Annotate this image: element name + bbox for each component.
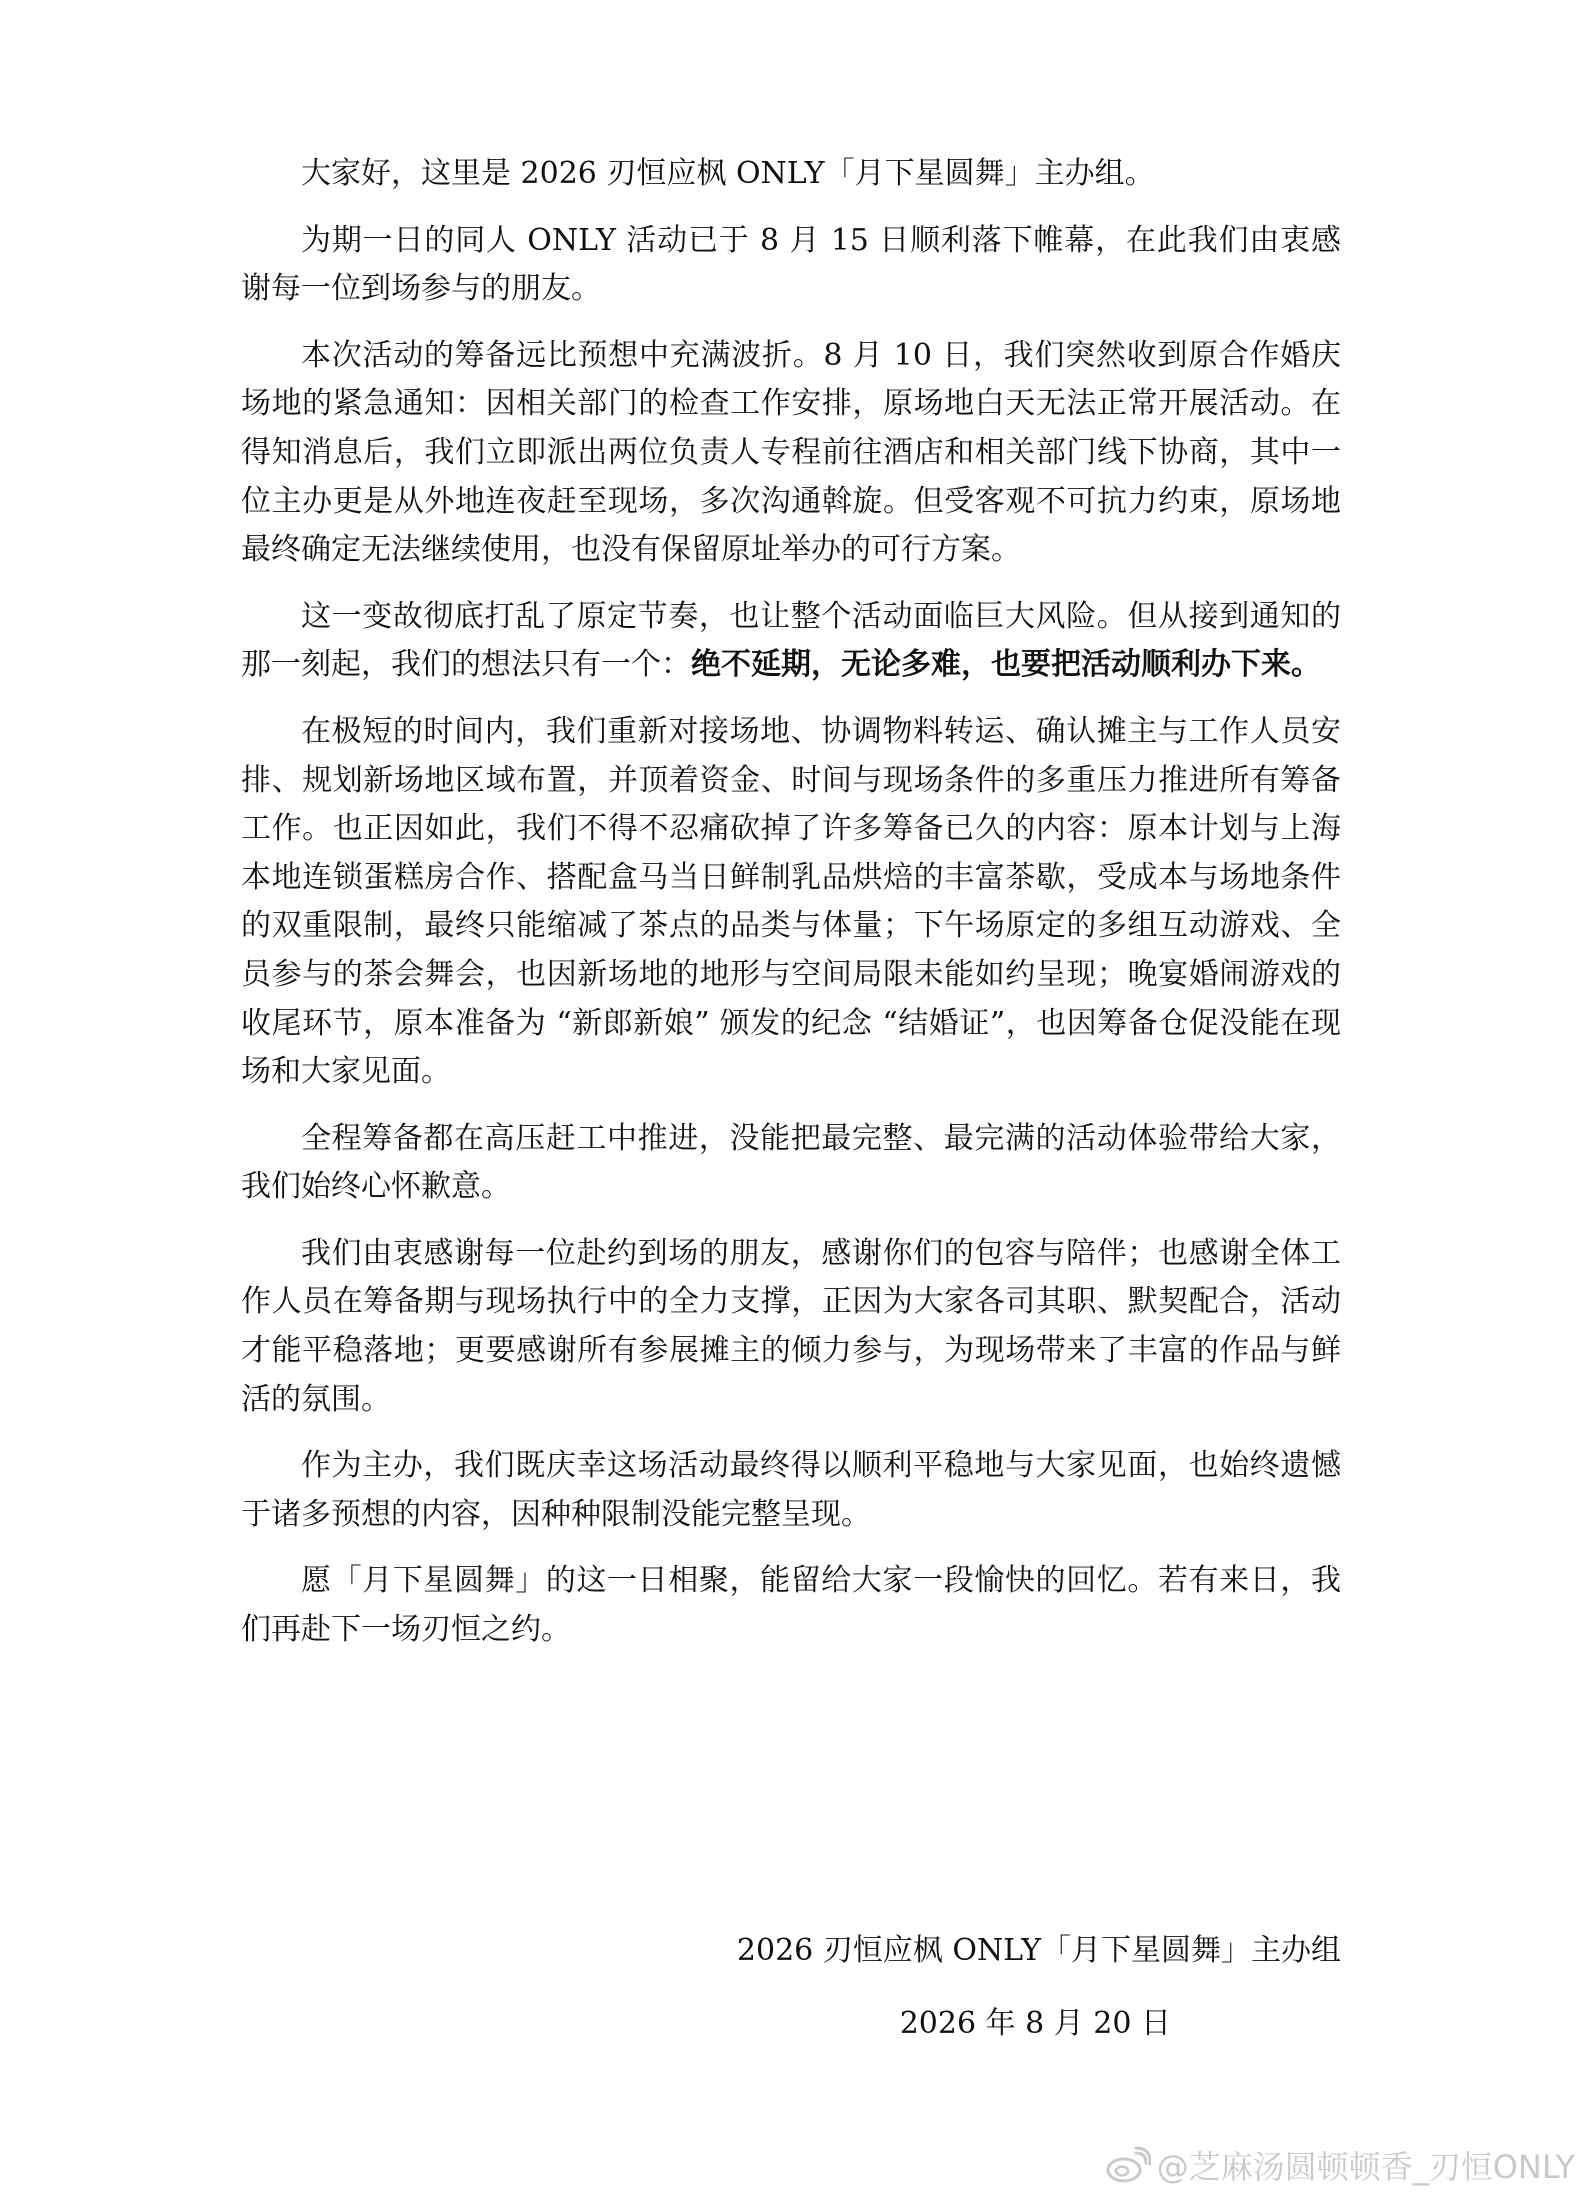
paragraph-greeting: 大家好，这里是 2026 刃恒应枫 ONLY「月下星圆舞」主办组。: [301, 156, 1155, 191]
document-date: 2026 年 8 月 20 日: [899, 2006, 1171, 2041]
decision-emphasis: 绝不延期，无论多难，也要把活动顺利办下来。: [691, 647, 1321, 683]
watermark: [1105, 2142, 1575, 2188]
paragraph-closing: 愿「月下星圆舞」的这一日相聚，能留给大家一段愉快的回忆。若有来日，我们再赴下一场刃恒之约。: [241, 1563, 1341, 1648]
paragraph-thanks: 为期一日的同人 ONLY 活动已于 8 月 15 日顺利落下帷幕，在此我们由衷感谢每一位到场参与的朋友。: [241, 222, 1341, 307]
paragraph-cuts: 在极短的时间内，我们重新对接场地、协调物料转运、确认摊主与工作人员安排、规划新场地区域布置，并顶着资金、时间与现场条件的多重压力推进所有筹备工作。也正因如此，我们不得不忍痛砍掉了许多筹备已久的内容：原本计划与上海本地连锁蛋糕房合作、搭配盒马当日鲜制乳品烘焙的丰富茶歇，受成本与场地条件的双重限制，最终只能缩减了茶点的品类与体量；下午场原定的多组互动游戏、全员参与的茶会舞会，也因新场地的地形与空间局限未能如约呈现；晚宴婚闹游戏的收尾环节，原本准备为 “新郎新娘” 颁发的纪念 “结婚证”，也因筹备仓促没能在现场和大家见面。: [241, 713, 1341, 1090]
signature: 2026 刃恒应枫 ONLY「月下星圆舞」主办组: [736, 1933, 1341, 1968]
paragraph-gratitude: 我们由衷感谢每一位赴约到场的朋友，感谢你们的包容与陪伴；也感谢全体工作人员在筹备期与现场执行中的全力支撑，正因为大家各司其职、默契配合，活动才能平稳落地；更要感谢所有参展摊主的倾力参与，为现场带来了丰富的作品与鲜活的氛围。: [241, 1235, 1341, 1417]
paragraph-decision: 这一变故彻底打乱了原定节奏，也让整个活动面临巨大风险。但从接到通知的那一刻起，我们的想法只有一个：绝不延期，无论多难，也要把活动顺利办下来。: [241, 598, 1341, 683]
paragraph-reflection: 作为主办，我们既庆幸这场活动最终得以顺利平稳地与大家见面，也始终遗憾于诸多预想的内容，因种种限制没能完整呈现。: [241, 1448, 1341, 1532]
document-body: [241, 150, 1341, 1673]
watermark-text: @芝麻汤圆顿顿香_刃恒ONLY: [1156, 2148, 1575, 2186]
weibo-icon: [1105, 2145, 1151, 2185]
paragraph-venue-change: 本次活动的筹备远比预想中充满波折。8 月 10 日，我们突然收到原合作婚庆场地的紧急通知：因相关部门的检查工作安排，原场地白天无法正常开展活动。在得知消息后，我们立即派出两位负责人专程前往酒店和相关部门线下协商，其中一位主办更是从外地连夜赶至现场，多次沟通斡旋。但受客观不可抗力约束，原场地最终确定无法继续使用，也没有保留原址举办的可行方案。: [241, 337, 1341, 568]
paragraph-apology: 全程筹备都在高压赶工中推进，没能把最完整、最完满的活动体验带给大家，我们始终心怀歉意。: [241, 1120, 1341, 1205]
